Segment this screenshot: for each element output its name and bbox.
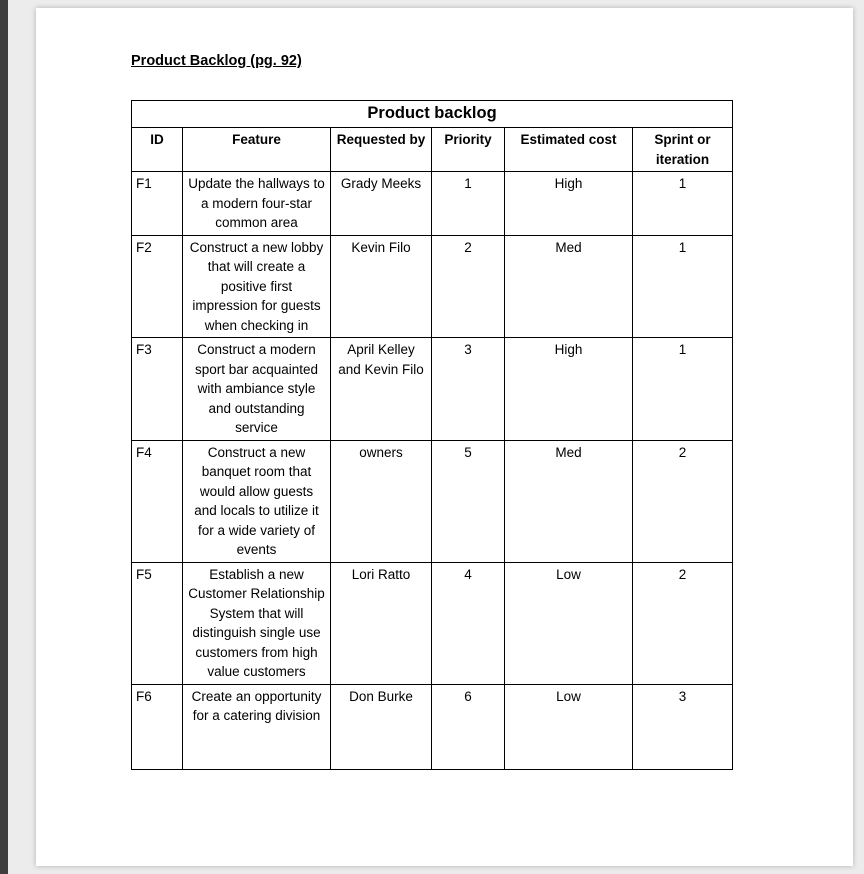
cell-priority: 3 bbox=[432, 338, 505, 441]
cell-requested-by: April Kelley and Kevin Filo bbox=[331, 338, 432, 441]
cell-feature: Establish a new Customer Relationship System that will distinguish single use customers from high value customers bbox=[183, 562, 331, 684]
table-header-row bbox=[132, 128, 733, 172]
document-heading: Product Backlog (pg. 92) bbox=[131, 53, 302, 69]
table-row bbox=[132, 338, 733, 441]
column-header-feature: Feature bbox=[183, 128, 331, 172]
cell-requested-by: Grady Meeks bbox=[331, 172, 432, 236]
cell-id: F1 bbox=[132, 172, 183, 236]
column-header-priority: Priority bbox=[432, 128, 505, 172]
cell-feature: Construct a new lobby that will create a positive first impression for guests when checking in bbox=[183, 235, 331, 338]
table-row bbox=[132, 684, 733, 769]
cell-priority: 1 bbox=[432, 172, 505, 236]
cell-sprint: 2 bbox=[633, 562, 733, 684]
cell-id: F4 bbox=[132, 440, 183, 562]
cell-id: F2 bbox=[132, 235, 183, 338]
table-title-row bbox=[132, 101, 733, 128]
cell-sprint: 3 bbox=[633, 684, 733, 769]
cell-sprint: 1 bbox=[633, 338, 733, 441]
column-header-id: ID bbox=[132, 128, 183, 172]
cell-requested-by: Lori Ratto bbox=[331, 562, 432, 684]
column-header-requested-by: Requested by bbox=[331, 128, 432, 172]
window-edge-strip bbox=[0, 0, 8, 874]
cell-priority: 6 bbox=[432, 684, 505, 769]
cell-estimated-cost: Low bbox=[505, 562, 633, 684]
table-row bbox=[132, 562, 733, 684]
cell-feature: Construct a modern sport bar acquainted with ambiance style and outstanding service bbox=[183, 338, 331, 441]
cell-requested-by: Don Burke bbox=[331, 684, 432, 769]
cell-estimated-cost: High bbox=[505, 172, 633, 236]
cell-priority: 5 bbox=[432, 440, 505, 562]
cell-sprint: 1 bbox=[633, 172, 733, 236]
cell-estimated-cost: Med bbox=[505, 235, 633, 338]
cell-priority: 4 bbox=[432, 562, 505, 684]
cell-priority: 2 bbox=[432, 235, 505, 338]
cell-requested-by: owners bbox=[331, 440, 432, 562]
product-backlog-table bbox=[131, 100, 733, 770]
cell-sprint: 2 bbox=[633, 440, 733, 562]
cell-requested-by: Kevin Filo bbox=[331, 235, 432, 338]
cell-feature: Create an opportunity for a catering division bbox=[183, 684, 331, 769]
table-title: Product backlog bbox=[132, 101, 733, 128]
cell-sprint: 1 bbox=[633, 235, 733, 338]
column-header-estimated-cost: Estimated cost bbox=[505, 128, 633, 172]
table-row bbox=[132, 235, 733, 338]
cell-estimated-cost: Med bbox=[505, 440, 633, 562]
cell-id: F3 bbox=[132, 338, 183, 441]
cell-id: F6 bbox=[132, 684, 183, 769]
cell-feature: Update the hallways to a modern four-star common area bbox=[183, 172, 331, 236]
cell-estimated-cost: High bbox=[505, 338, 633, 441]
table-row bbox=[132, 172, 733, 236]
column-header-sprint: Sprint or iteration bbox=[633, 128, 733, 172]
table-row bbox=[132, 440, 733, 562]
cell-estimated-cost: Low bbox=[505, 684, 633, 769]
cell-id: F5 bbox=[132, 562, 183, 684]
document-page bbox=[36, 8, 853, 866]
cell-feature: Construct a new banquet room that would allow guests and locals to utilize it for a wide variety of events bbox=[183, 440, 331, 562]
